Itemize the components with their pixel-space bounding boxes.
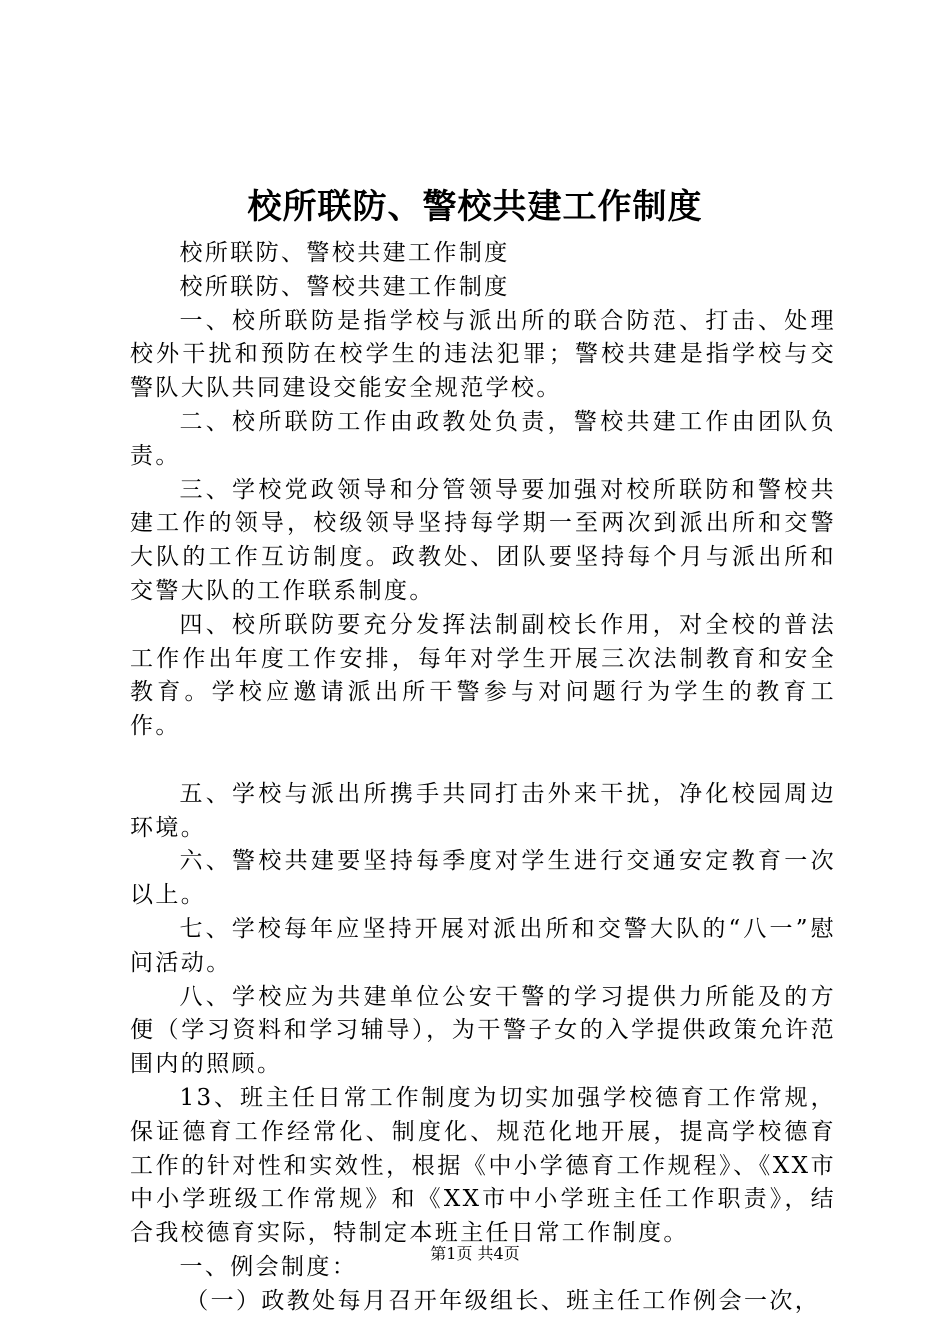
- body-paragraph: 三、学校党政领导和分管领导要加强对校所联防和警校共建工作的领导，校级领导坚持每学期一至两次到派出所和交警大队的工作互访制度。政教处、团队要坚持每个月与派出所和交警大队的工作联系制度。: [130, 476, 836, 604]
- body-paragraph: 四、校所联防要充分发挥法制副校长作用，对全校的普法工作作出年度工作安排，每年对学生开展三次法制教育和安全教育。学校应邀请派出所干警参与对问题行为学生的教育工作。: [130, 611, 836, 740]
- body-paragraph: 校所联防、警校共建工作制度: [179, 273, 510, 300]
- body-paragraph: 二、校所联防工作由政教处负责，警校共建工作由团队负责。: [130, 408, 836, 469]
- body-paragraph: 一、例会制度：: [179, 1253, 358, 1280]
- body-paragraph: 五、学校与派出所携手共同打击外来干扰，净化校园周边环境。: [130, 780, 836, 841]
- blank-line: [130, 744, 836, 778]
- document-body: [130, 237, 836, 1319]
- body-paragraph: 八、学校应为共建单位公安干警的学习提供力所能及的方便（学习资料和学习辅导），为干警子女的入学提供政策允许范围内的照顾。: [130, 983, 836, 1078]
- body-paragraph: 校所联防、警校共建工作制度: [179, 240, 510, 266]
- body-paragraph: 13、班主任日常工作制度为切实加强学校德育工作常规，保证德育工作经常化、制度化、规范化地开展，提高学校德育工作的针对性和实效性，根据《中小学德育工作规程》、《XX市中小学班级工作常规》和《XX市中小学班主任工作职责》，结合我校德育实际，特制定本班主任日常工作制度。: [130, 1084, 836, 1247]
- body-paragraph: 六、警校共建要坚持每季度对学生进行交通安定教育一次以上。: [130, 848, 836, 909]
- body-paragraph: 一、校所联防是指学校与派出所的联合防范、打击、处理校外干扰和预防在校学生的违法犯罪；警校共建是指学校与交警队大队共同建设交能安全规范学校。: [130, 307, 836, 402]
- body-paragraph: （一）政教处每月召开年级组长、班主任工作例会一次，: [185, 1287, 821, 1314]
- document-title: 校所联防、警校共建工作制度: [247, 187, 703, 227]
- body-paragraph: 七、学校每年应坚持开展对派出所和交警大队的“八一”慰问活动。: [130, 915, 836, 976]
- page-footer: 第1页 共4页: [430, 1244, 520, 1263]
